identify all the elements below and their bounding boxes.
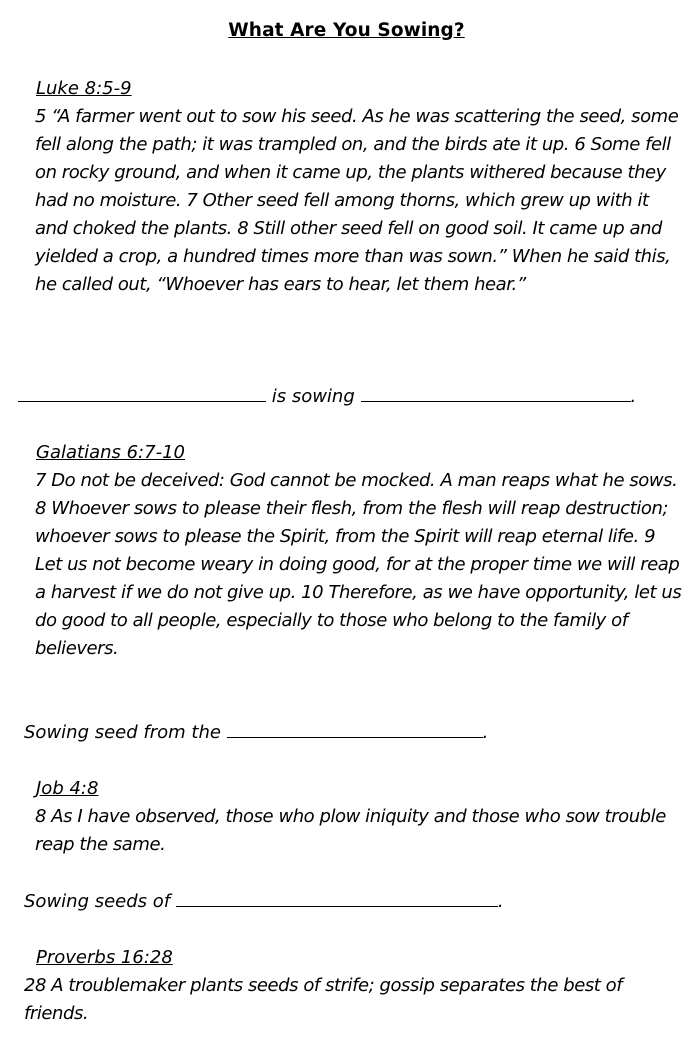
answer-blank-1[interactable] — [18, 386, 266, 402]
page-title: What Are You Sowing? — [228, 20, 465, 41]
prompt-1-end: . — [630, 386, 637, 407]
answer-blank-3[interactable] — [227, 722, 483, 738]
scripture-text-job: 8 As I have observed, those who plow iniquity and those who sow trouble reap the same. — [35, 806, 666, 855]
scripture-reference-job: Job 4:8 — [36, 778, 99, 799]
scripture-text-galatians: 7 Do not be deceived: God cannot be mocked. A man reaps what he sows. 8 Whoever sows to please their flesh, from the flesh will reap destruction; whoever sows to please the Spirit, from the Spirit will reap eternal life. 9 Let us not become weary in doing good, for at the proper time we will reap a harvest if we do not give up. 10 Therefore, as we have opportunity, let us do good to all people, especially to those who belong to the family of believers. — [35, 470, 682, 659]
fill-in-prompt-2 — [24, 722, 488, 743]
answer-blank-2[interactable] — [361, 386, 631, 402]
scripture-text-luke: 5 “A farmer went out to sow his seed. As he was scattering the seed, some fell along the path; it was trampled on, and the birds ate it up. 6 Some fell on rocky ground, and when it came up, the plants withered because they had no moisture. 7 Other seed fell among thorns, which grew up with it and choked the plants. 8 Still other seed fell on good soil. It came up and yielded a crop, a hundred times more than was sown.” When he said this, he called out, “Whoever has ears to hear, let them hear.” — [35, 106, 679, 295]
scripture-reference-proverbs: Proverbs 16:28 — [36, 947, 173, 968]
scripture-text-proverbs: 28 A troublemaker plants seeds of strife; gossip separates the best of friends. — [24, 975, 623, 1024]
prompt-3-end: . — [497, 891, 504, 912]
fill-in-prompt-1 — [18, 386, 636, 407]
scripture-reference-luke: Luke 8:5-9 — [36, 78, 132, 99]
answer-blank-4[interactable] — [176, 891, 498, 907]
prompt-2-end: . — [482, 722, 489, 743]
fill-in-prompt-3 — [24, 891, 504, 912]
prompt-1-middle: is sowing — [266, 386, 361, 407]
scripture-reference-galatians: Galatians 6:7-10 — [36, 442, 185, 463]
prompt-2-start: Sowing seed from the — [24, 722, 227, 743]
prompt-3-start: Sowing seeds of — [24, 891, 176, 912]
